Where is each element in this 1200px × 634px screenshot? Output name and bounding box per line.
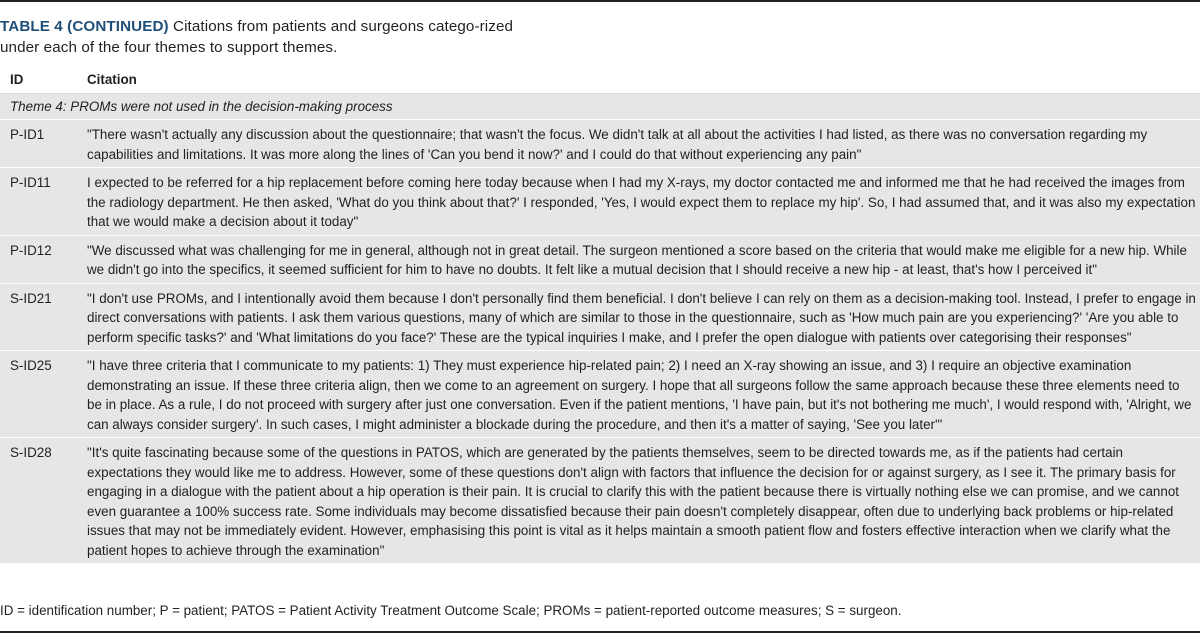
table-row: [0, 120, 1200, 168]
row-citation: "I don't use PROMs, and I intentionally avoid them because I don't personally find them beneficial. I don't believe I can rely on them as a decision-making tool. Instead, I prefer to engage in direct conversations with patients. I ask them various questions, many of which are similar to those in the questionnaire, such as 'How much pain are you experiencing?' 'Are you able to perform specific tasks?' and 'What limitations do you face?' These are the typical inquiries I make, and I prefer the open dialogue with patients over categorising their responses": [87, 290, 1196, 345]
table-row: [0, 236, 1200, 284]
row-id: P-ID1: [10, 127, 45, 142]
bottom-rule: [0, 631, 1200, 633]
table-caption: [0, 16, 540, 58]
citations-table: [0, 66, 1200, 563]
table-header: [0, 66, 1200, 93]
row-citation: I expected to be referred for a hip replacement before coming here today because when I had my X-rays, my doctor contacted me and informed me that he had received the images from the radiology department. He then asked, 'What do you think about that?' I responded, 'Yes, I would expect them to replace my hip'. So, I had assumed that, and it was also my expectation that we would make a decision about it today": [87, 175, 1196, 229]
table-row: [0, 351, 1200, 438]
table-footnote: ID = identification number; P = patient; PATOS = Patient Activity Treatment Outcome Scale; PROMs = patient-reported outcome measures; S = surgeon.: [0, 603, 902, 618]
table-row: [0, 438, 1200, 563]
row-citation: "It's quite fascinating because some of the questions in PATOS, which are generated by the patients themselves, seem to be directed towards me, as if the patients had certain expectations they would like me to address. However, some of these questions don't align with factors that influence the decision for or against surgery, as I see it. The primary basis for engaging in a dialogue with the patient about a hip operation is their pain. It is crucial to clarify this with the patient because there is virtually nothing else we can promise, and we cannot even guarantee a 100% success rate. Some individuals may become dissatisfied because their pain doesn't completely disappear, often due to underlying back problems or hip-related issues that may not be immediately evident. However, emphasising this point is vital as it helps maintain a smooth patient flow and fosters effective interaction when we clarify what the patient hopes to achieve through the examination": [87, 445, 1179, 558]
row-id: S-ID21: [10, 290, 52, 306]
table-row: [0, 284, 1200, 352]
row-citation: "I have three criteria that I communicate to my patients: 1) They must experience hip-related pain; 2) I need an X-ray showing an issue, and 3) I require an objective examination demonstrating an issue. If these three criteria align, then we come to an agreement on surgery. I hope that all surgeons follow the same approach because these three elements need to be in place. As a rule, I do not proceed with surgery after just one conversation. Even if the patient mentions, 'I have pain, but it's not bothering me much', I would respond with, 'Alright, we can always consider surgery'. In such cases, I might administer a blockade during the procedure, and then it's a matter of saying, 'See you later'": [87, 358, 1192, 432]
top-rule: [0, 0, 1200, 2]
table-caption-label: TABLE 4 (CONTINUED): [0, 18, 169, 35]
row-id: S-ID25: [10, 358, 52, 373]
header-citation: Citation: [87, 72, 137, 87]
row-id: P-ID12: [10, 242, 52, 258]
row-citation: "There wasn't actually any discussion about the questionnaire; that wasn't the focus. We didn't talk at all about the activities I had listed, as there was no conversation regarding my capabilities and limitations. It was more along the lines of 'Can you bend it now?' and I could do that without experiencing any pain": [87, 127, 1148, 162]
row-citation: "We discussed what was challenging for me in general, although not in great detail. The surgeon mentioned a score based on the criteria that would make me eligible for a new hip. While we didn't go into the specifics, it seemed sufficient for him to have no doubts. It felt like a mutual decision that I should receive a new hip - at least, that's how I perceived it": [87, 242, 1187, 277]
row-id: S-ID28: [10, 445, 52, 460]
row-id: P-ID11: [10, 175, 51, 190]
table-body: [0, 93, 1200, 563]
table-caption-text: Citations from patients and surgeons catego-rized under each of the four themes to support themes.: [0, 18, 514, 56]
table-row: [0, 168, 1200, 236]
theme-row: Theme 4: PROMs were not used in the decision-making process: [0, 94, 1200, 120]
header-id: ID: [10, 72, 24, 87]
